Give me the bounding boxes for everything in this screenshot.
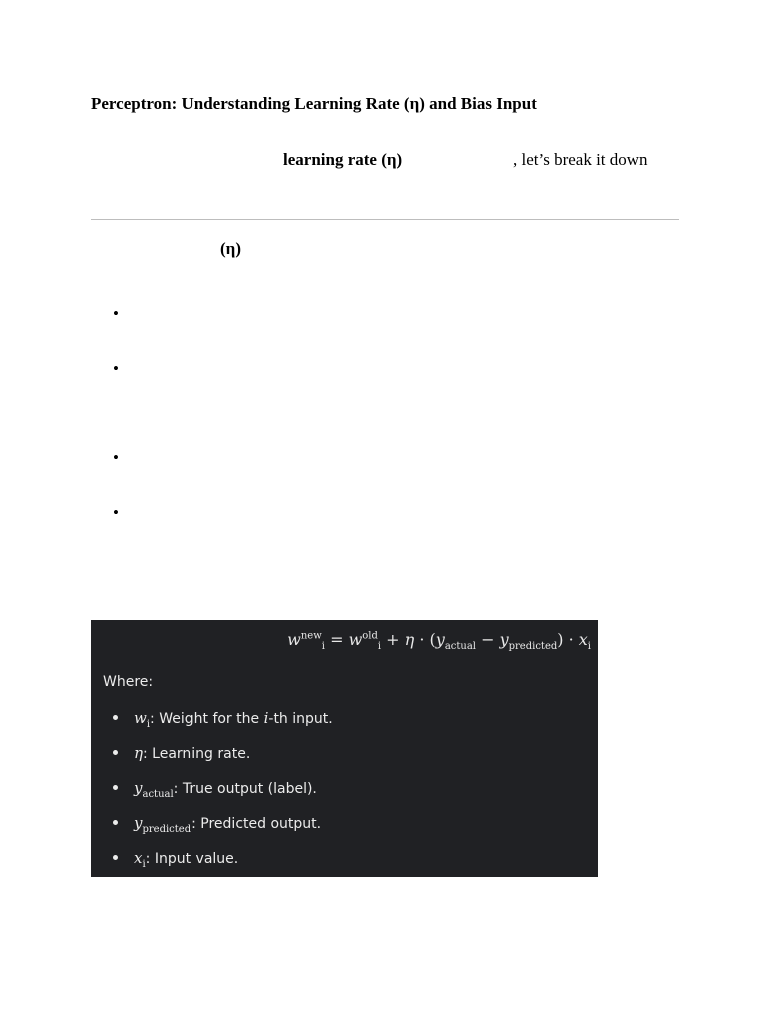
intro-text-tail: , let’s break it down <box>513 150 648 169</box>
bullet-dot <box>113 715 118 720</box>
definition-text: : Learning rate. <box>143 746 251 762</box>
formula-minus: − <box>476 630 500 649</box>
definition-text: : True output (label). <box>173 781 317 797</box>
symbol-x: $x_i$ <box>134 849 146 870</box>
formula-x: x <box>578 630 588 649</box>
definition-predicted <box>91 813 598 848</box>
bullet-2: • <box>113 359 119 378</box>
formula-sub-predicted: predicted <box>508 641 558 653</box>
definition-actual <box>91 778 598 813</box>
bullet-4: • <box>113 503 119 522</box>
intro-bold-term: learning rate (η) <box>283 150 403 169</box>
formula-dot-open: · ( <box>414 630 436 649</box>
symbol-i: i <box>263 709 269 727</box>
bullet-dot <box>113 820 118 825</box>
formula-sup-new: new <box>300 630 322 642</box>
section-heading: (η) <box>220 239 241 258</box>
formula-sub-i-3: i <box>587 641 591 653</box>
horizontal-divider <box>91 219 679 220</box>
definition-input <box>91 848 598 877</box>
definition-list <box>91 708 598 877</box>
weight-update-formula <box>281 626 591 654</box>
formula-sup-old: old <box>362 630 378 642</box>
formula-screenshot <box>91 620 598 877</box>
symbol-y-predicted: $y_{predicted}$ <box>134 814 192 835</box>
formula-y-actual: y <box>435 630 445 649</box>
bullet-dot <box>113 750 118 755</box>
bullet-dot <box>113 785 118 790</box>
definition-weight <box>91 708 598 743</box>
formula-eta: η <box>404 630 415 649</box>
bullet-3: • <box>113 448 119 467</box>
symbol-y-actual: $y_{actual}$ <box>134 779 174 800</box>
bullet-dot <box>113 855 118 860</box>
formula-sub-actual: actual <box>444 641 476 653</box>
definition-learning-rate <box>91 743 598 778</box>
definition-text: : Input value. <box>145 851 239 867</box>
formula-close: ) · <box>557 630 579 649</box>
bullet-1: • <box>113 304 119 323</box>
formula-y-predicted: y <box>499 630 509 649</box>
definition-text: : Predicted output. <box>191 816 322 832</box>
formula-w-new: w <box>287 630 301 649</box>
page-title: Perceptron: Understanding Learning Rate (η) and Bias Input <box>91 94 537 113</box>
symbol-w: $w_i$ <box>134 709 151 730</box>
formula-sub-i: i <box>321 641 325 653</box>
formula-w-old: w <box>348 630 363 649</box>
symbol-eta: η <box>134 744 143 762</box>
formula-sub-i-2: i <box>377 641 382 653</box>
definition-text: : Weight for the <box>150 711 264 727</box>
definition-text-end: -th input. <box>268 711 333 727</box>
where-label: Where: <box>103 674 154 690</box>
formula-equals: = <box>324 630 349 649</box>
formula-plus: + <box>381 630 405 649</box>
